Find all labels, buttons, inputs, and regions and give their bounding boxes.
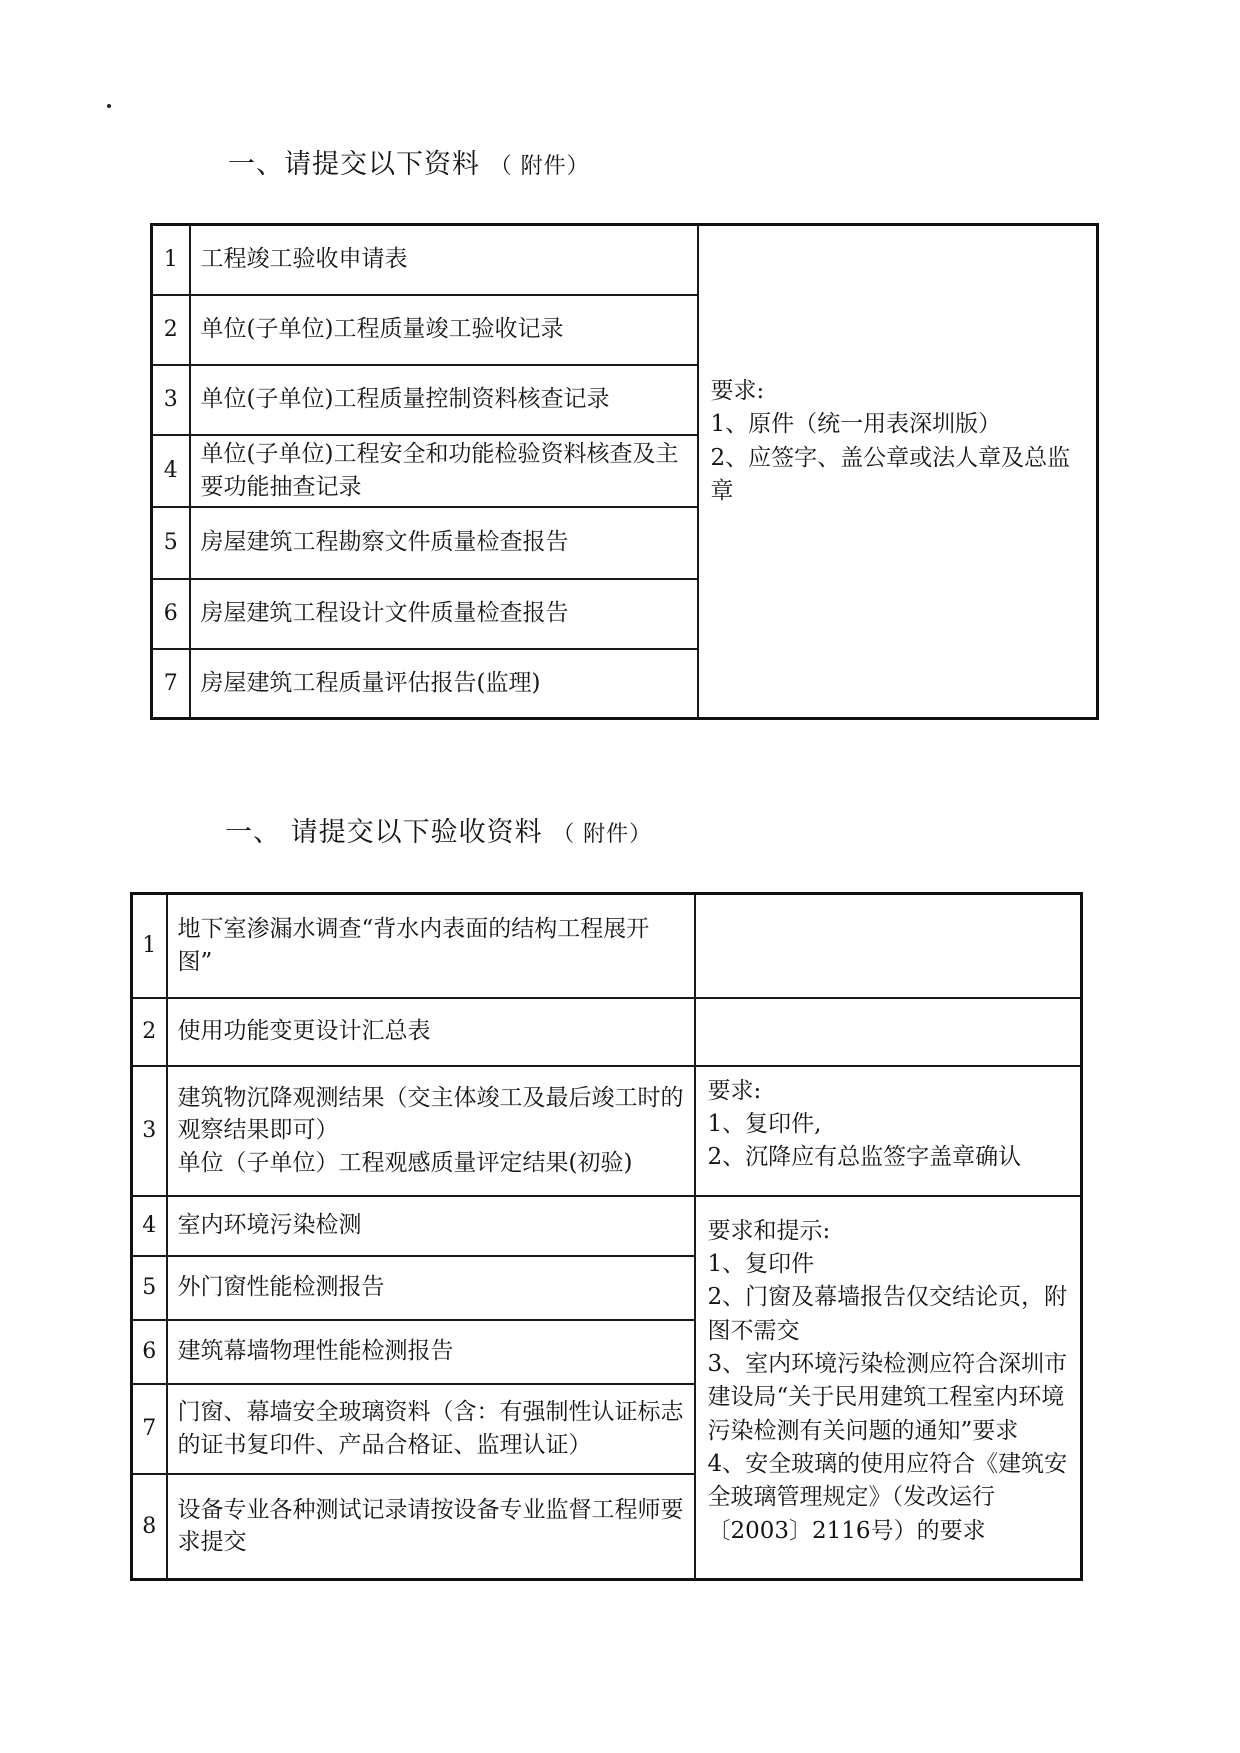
row-number: 3 (152, 365, 190, 435)
section2-heading-text: 一、 请提交以下验收资料 (225, 817, 543, 848)
row-number: 7 (152, 649, 190, 719)
row-item-text: 单位(子单位)工程安全和功能检验资料核查及主要功能抽查记录 (190, 435, 698, 507)
row-number: 1 (152, 225, 190, 295)
table-row (132, 1066, 1082, 1196)
empty-requirement-cell (695, 998, 1082, 1066)
section2-requirements-b-item: 4、安全玻璃的使用应符合《建筑安全玻璃管理规定》（发改运行〔2003〕2116号）的要求 (707, 1450, 1068, 1544)
row-number: 1 (132, 894, 167, 998)
row-item-text: 房屋建筑工程质量评估报告(监理) (190, 649, 698, 719)
section2-requirements-b-title: 要求和提示: (707, 1217, 831, 1244)
section2-requirements-a (695, 1066, 1082, 1196)
section2-requirements-b-item: 2、门窗及幕墙报告仅交结论页，附图不需交 (707, 1284, 1068, 1344)
row-number: 2 (132, 998, 167, 1066)
row-item-line: 建筑物沉降观测结果（交主体竣工及最后竣工时的观察结果即可） (177, 1084, 684, 1144)
row-number: 7 (132, 1384, 167, 1474)
section2-requirements-a-item: 1、复印件, (707, 1110, 822, 1137)
section2-requirements-b (695, 1196, 1082, 1580)
empty-requirement-cell (695, 894, 1082, 998)
row-item-text: 外门窗性能检测报告 (167, 1256, 695, 1320)
section2-requirements-a-title: 要求: (707, 1077, 762, 1104)
section2-heading (225, 810, 652, 849)
row-item-text: 工程竣工验收申请表 (190, 225, 698, 295)
row-item-text: 使用功能变更设计汇总表 (167, 998, 695, 1066)
row-item-text (167, 1066, 695, 1196)
row-item-text: 地下室渗漏水调查“背水内表面的结构工程展开图” (167, 894, 695, 998)
table-row (152, 225, 1098, 295)
section1-requirements (698, 225, 1098, 719)
section1-requirements-title: 要求: (710, 377, 765, 404)
section1-requirements-item: 章 (710, 477, 734, 504)
row-number: 4 (152, 435, 190, 507)
section1-heading (228, 142, 590, 181)
section2-requirements-a-item: 2、沉降应有总监签字盖章确认 (707, 1144, 1022, 1171)
row-item-text: 房屋建筑工程设计文件质量检查报告 (190, 579, 698, 649)
row-number: 5 (152, 507, 190, 579)
row-number: 6 (152, 579, 190, 649)
row-number: 2 (152, 295, 190, 365)
row-item-text: 建筑幕墙物理性能检测报告 (167, 1320, 695, 1384)
section1-requirements-item: 1、原件（统一用表深圳版） (710, 411, 1002, 438)
table-row (132, 1196, 1082, 1256)
row-number: 8 (132, 1474, 167, 1580)
row-item-text: 房屋建筑工程勘察文件质量检查报告 (190, 507, 698, 579)
table-row (132, 998, 1082, 1066)
stray-dot (107, 104, 111, 108)
section1-heading-paren: （ 附件） (489, 154, 590, 179)
row-item-text: 室内环境污染检测 (167, 1196, 695, 1256)
section2-table (130, 892, 1083, 1581)
section2-requirements-b-item: 3、室内环境污染检测应符合深圳市建设局“关于民用建筑工程室内环境污染检测有关问题的通知”要求 (707, 1350, 1068, 1444)
row-number: 4 (132, 1196, 167, 1256)
row-item-text: 门窗、幕墙安全玻璃资料（含：有强制性认证标志的证书复印件、产品合格证、监理认证） (167, 1384, 695, 1474)
row-number: 5 (132, 1256, 167, 1320)
section1-heading-text: 一、请提交以下资料 (228, 149, 480, 180)
section1-table (150, 223, 1099, 720)
row-item-text: 单位(子单位)工程质量控制资料核查记录 (190, 365, 698, 435)
table-row (132, 894, 1082, 998)
row-number: 6 (132, 1320, 167, 1384)
row-item-line: 单位（子单位）工程观感质量评定结果(初验) (177, 1149, 633, 1176)
row-item-text: 设备专业各种测试记录请按设备专业监督工程师要求提交 (167, 1474, 695, 1580)
section2-heading-paren: （ 附件） (552, 822, 653, 847)
row-number: 3 (132, 1066, 167, 1196)
section2-requirements-b-item: 1、复印件 (707, 1250, 815, 1277)
section1-requirements-item: 2、应签字、盖公章或法人章及总监 (710, 444, 1071, 471)
row-item-text: 单位(子单位)工程质量竣工验收记录 (190, 295, 698, 365)
